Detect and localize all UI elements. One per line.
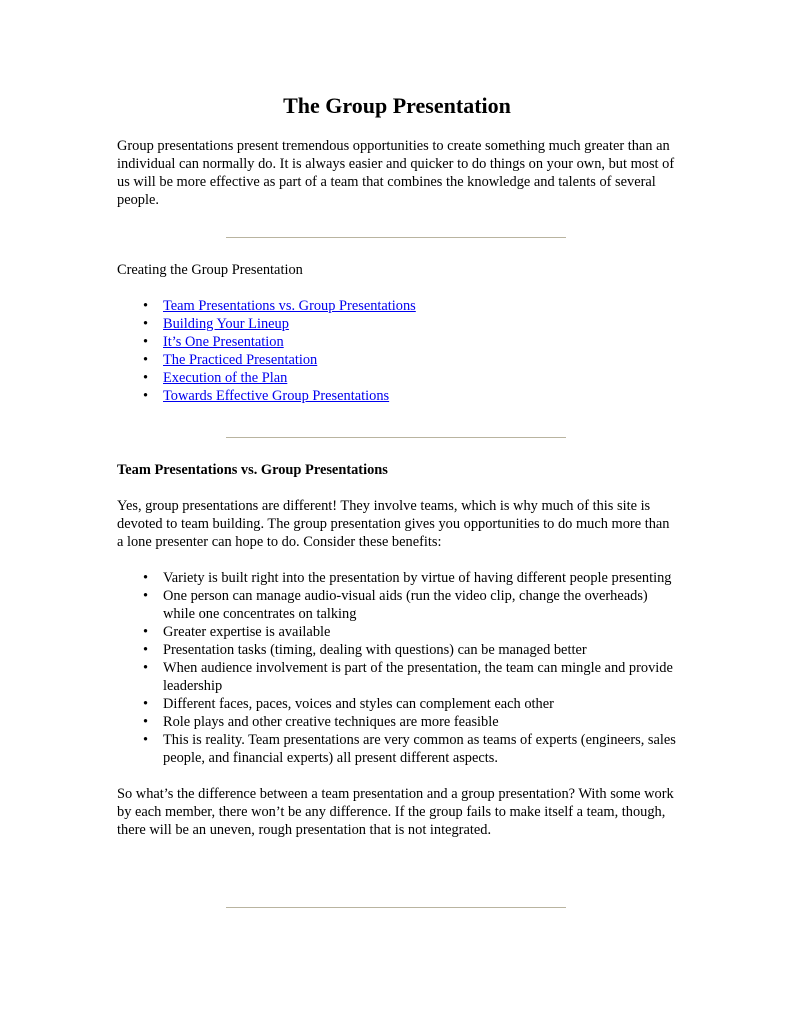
toc-link-one-presentation[interactable]: It’s One Presentation [163, 334, 284, 350]
benefit-item: • Different faces, paces, voices and styles can complement each other [163, 695, 677, 713]
toc-link-execution-of-plan[interactable]: Execution of the Plan [163, 370, 288, 386]
benefit-item: • Variety is built right into the presentation by virtue of having different people presenting [163, 569, 677, 587]
toc-label: Creating the Group Presentation [117, 262, 303, 278]
toc-item [163, 333, 677, 351]
benefit-item: • Role plays and other creative techniques are more feasible [163, 713, 677, 731]
toc-link-building-lineup[interactable]: Building Your Lineup [163, 316, 289, 332]
toc-link-practiced-presentation[interactable]: The Practiced Presentation [163, 352, 318, 368]
section-heading: Team Presentations vs. Group Presentations [117, 462, 388, 478]
toc-link-team-vs-group[interactable]: Team Presentations vs. Group Presentations [163, 298, 416, 314]
horizontal-rule [226, 437, 566, 438]
horizontal-rule [226, 907, 566, 908]
benefit-item: • One person can manage audio-visual aids (run the video clip, change the overheads) while one concentrates on talking [163, 587, 677, 623]
benefit-item: • When audience involvement is part of the presentation, the team can mingle and provide leadership [163, 659, 677, 695]
section-intro-paragraph: Yes, group presentations are different! They involve teams, which is why much of this site is devoted to team building. The group presentation gives you opportunities to do much more than a lone presenter can hope to do. Consider these benefits: [117, 498, 670, 550]
toc-list [117, 297, 677, 405]
benefit-item: • This is reality. Team presentations are very common as teams of experts (engineers, sales people, and financial experts) all present different aspects. [163, 731, 677, 767]
toc-item [163, 315, 677, 333]
toc-item [163, 387, 677, 405]
document-page [117, 93, 677, 908]
horizontal-rule [226, 237, 566, 238]
toc-item [163, 369, 677, 387]
benefit-item: • Presentation tasks (timing, dealing with questions) can be managed better [163, 641, 677, 659]
toc-link-towards-effective[interactable]: Towards Effective Group Presentations [163, 388, 390, 404]
document-title: The Group Presentation [283, 93, 511, 118]
closing-paragraph: So what’s the difference between a team presentation and a group presentation? With some work by each member, there won’t be any difference. If the group fails to make itself a team, though, there will be an uneven, rough presentation that is not integrated. [117, 786, 674, 838]
toc-item [163, 351, 677, 369]
benefit-item: • Greater expertise is available [163, 623, 677, 641]
intro-paragraph: Group presentations present tremendous opportunities to create something much greater than an individual can normally do. It is always easier and quicker to do things on your own, but most of us will be more effective as part of a team that combines the knowledge and talents of several people. [117, 138, 675, 208]
toc-item [163, 297, 677, 315]
benefits-list [117, 569, 677, 767]
